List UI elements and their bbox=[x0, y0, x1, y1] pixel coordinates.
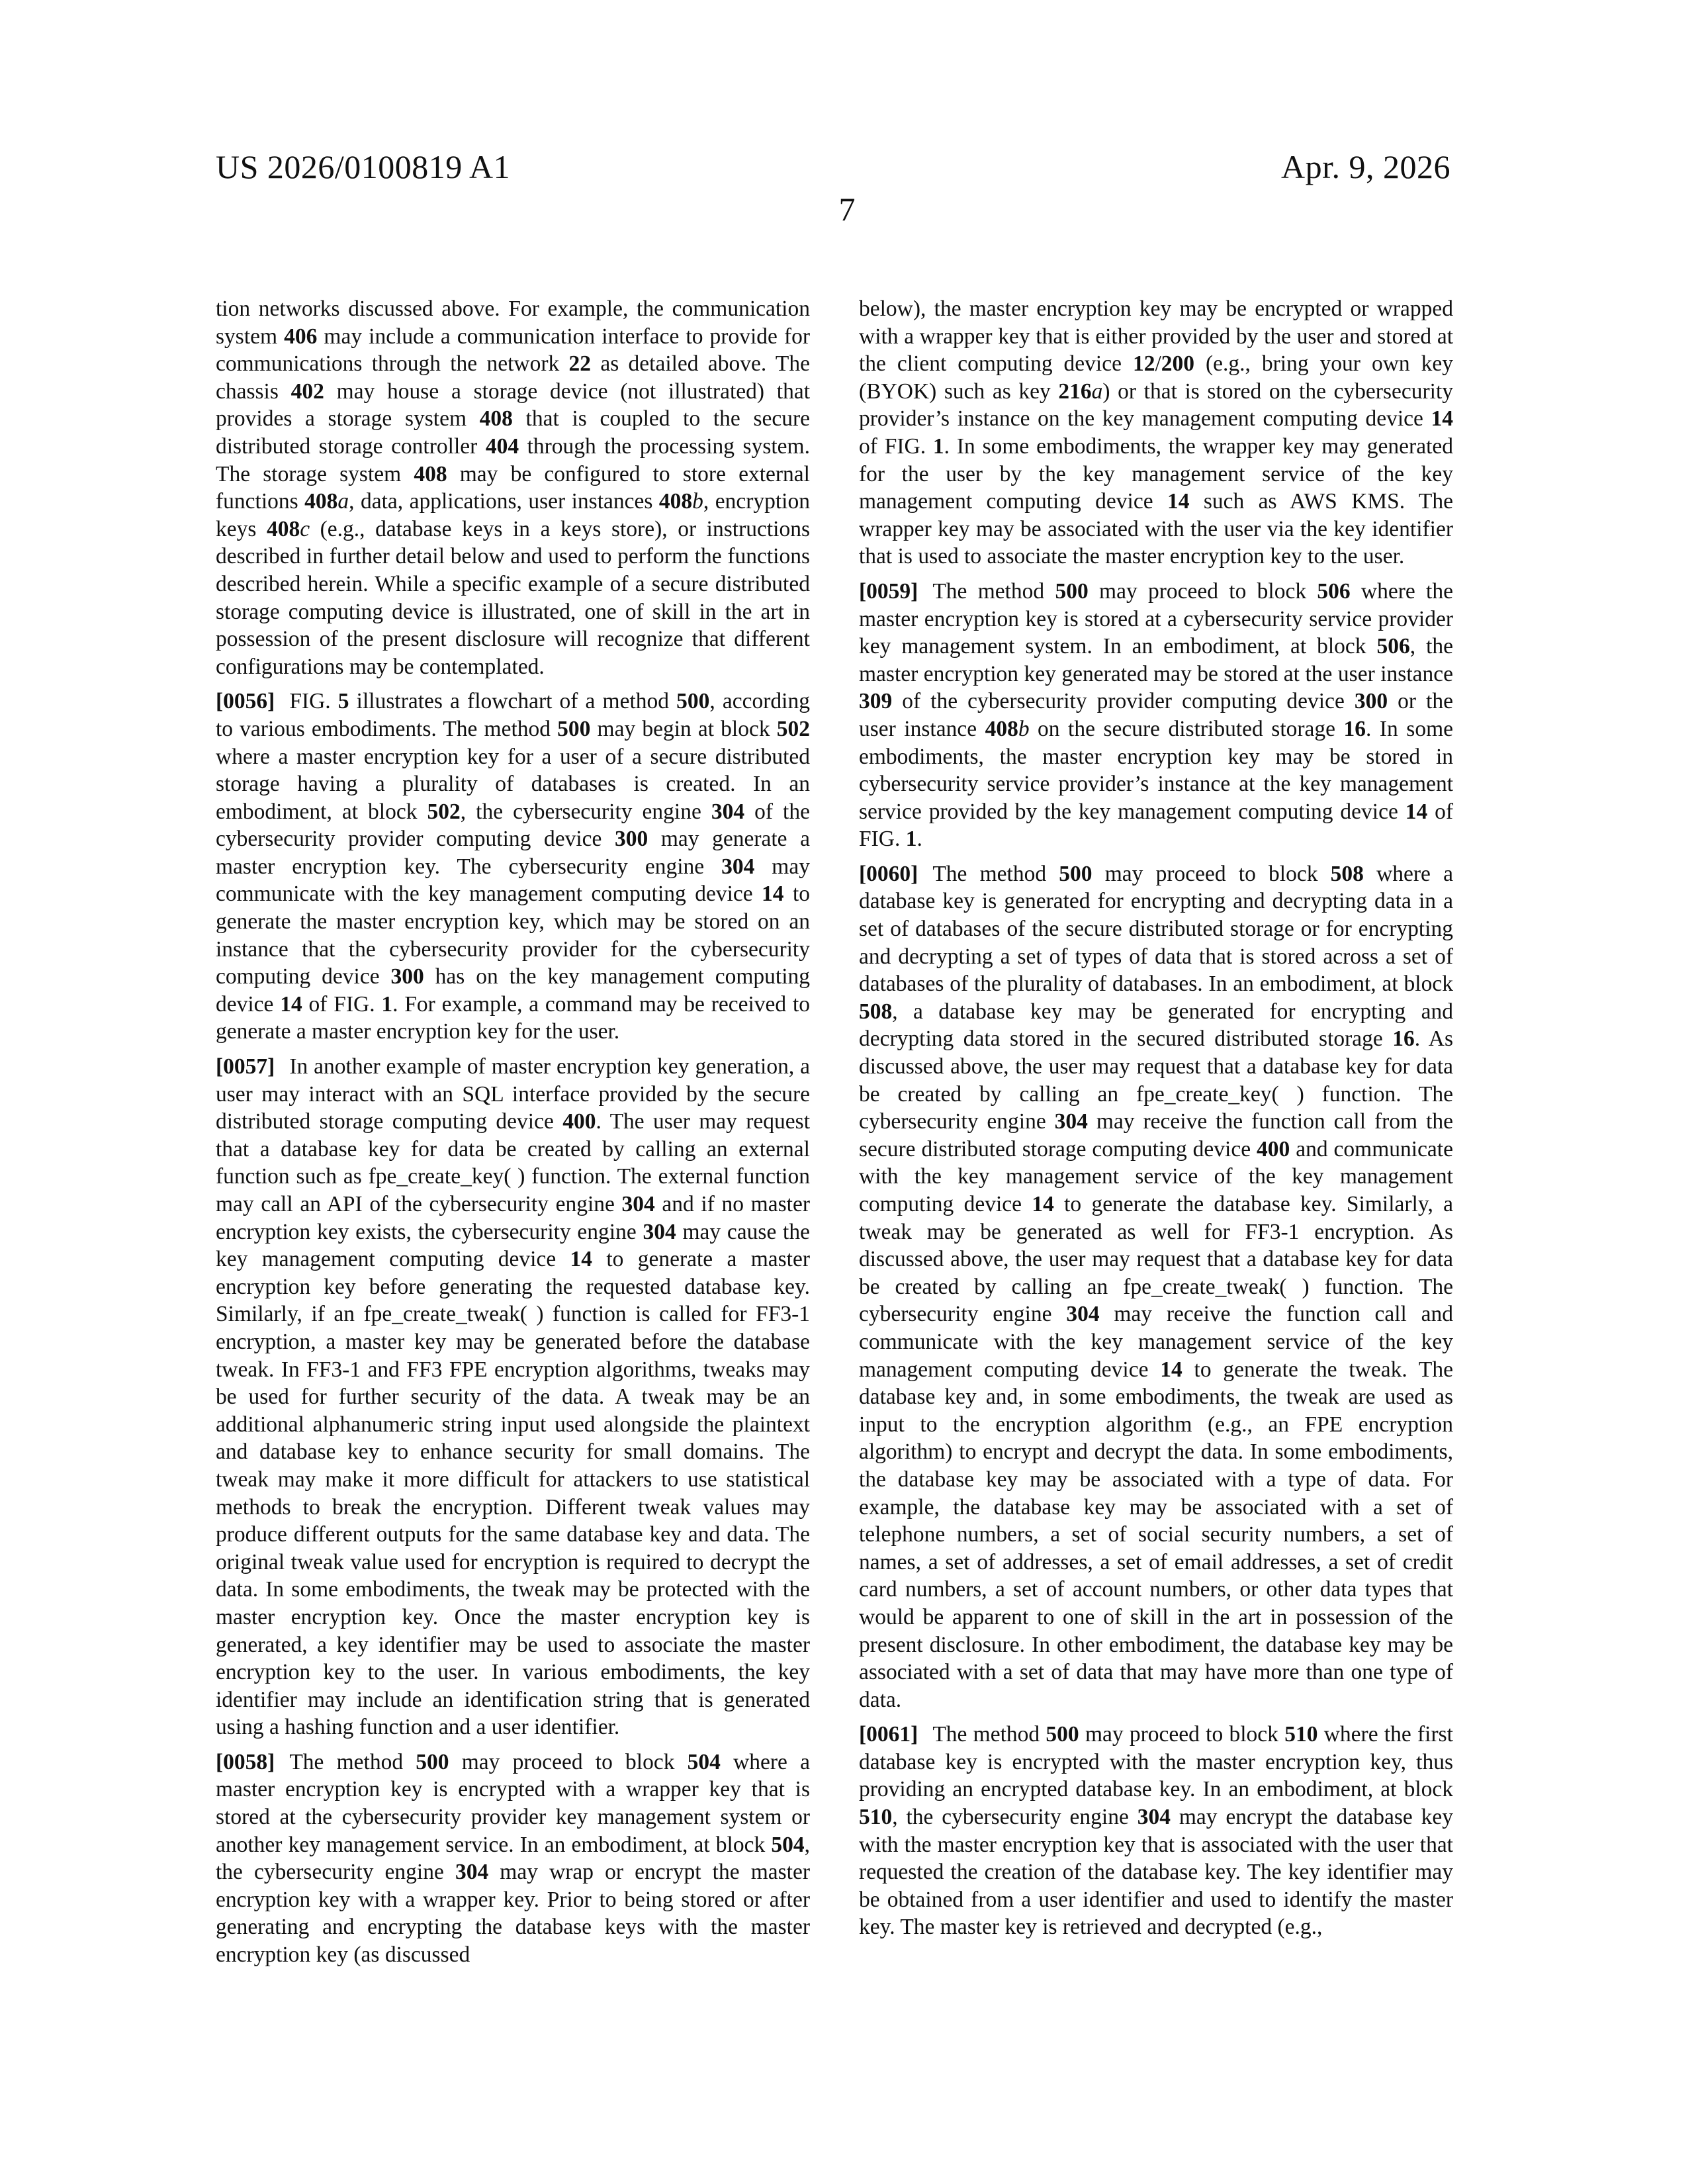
paragraph-text: to generate a master encryption key before generating the requested database key. Similarly, if an fpe_create_tweak( ) function is called for FF3-1 encryption, a master key may be generated before the database tweak. In FF3-1 and FF3 FPE encryption algorithms, tweaks may be used for further security of the data. A tweak may be an additional alphanumeric string input used alongside the plaintext and database key to enhance security for small domains. The tweak may make it more difficult for attackers to use statistical methods to break the encryption. Different tweak values may produce different outputs for the same database key and data. The original tweak value used for encryption is required to decrypt the data. In some embodiments, the tweak may be protected with the master encryption key. Once the master encryption key is generated, a key identifier may be used to associate the master encryption key to the user. In various embodiments, the key identifier may include an identification string that is generated using a hashing function and a user identifier. bbox=[216, 1247, 810, 1740]
paragraph-text: and communicate with the key management service of the key management computing device bbox=[859, 1136, 1453, 1216]
paragraph-text: of the cybersecurity provider computing device bbox=[216, 799, 810, 852]
reference-numeral: 508 bbox=[1330, 861, 1364, 886]
paragraph-text: , the cybersecurity engine bbox=[892, 1805, 1137, 1830]
paragraph-text: to generate the database key. Similarly, a tweak may be generated as well for FF3-1 encryption. As discussed above, the user may request that a database key for data be created by calling an fpe_create_tweak( ) function. The cybersecurity engine bbox=[859, 1192, 1453, 1327]
reference-numeral: 500 bbox=[1055, 578, 1089, 604]
paragraph-text: may include a communication interface to provide for communications through the network bbox=[216, 324, 810, 377]
right-column bbox=[859, 295, 1453, 1948]
paragraph-text: such as AWS KMS. The wrapper key may be associated with the user via the key identifier that is used to associate the master encryption key to the user. bbox=[859, 489, 1453, 569]
paragraph-text: of FIG. bbox=[859, 433, 933, 459]
reference-numeral: 408 bbox=[658, 489, 693, 514]
reference-numeral: 14 bbox=[762, 882, 784, 907]
paragraph-text: may receive the function call and communicate with the key management service of the key management computing device bbox=[859, 1302, 1453, 1382]
paragraph-text: , the master encryption key generated may be stored at the user instance bbox=[859, 634, 1453, 686]
paragraph-text: where a database key is generated for encrypting and decrypting data in a set of databases of the secure distributed storage or for encrypting and decrypting a set of types of data that is stored across a set of databases of the plurality of databases. In an embodiment, at block bbox=[859, 861, 1453, 997]
reference-numeral: 14 bbox=[280, 991, 302, 1017]
paragraph-text: may wrap or encrypt the master encryption key with a wrapper key. Prior to being stored or after generating and encrypting the database keys with the master encryption key (as discussed bbox=[216, 1860, 810, 1968]
reference-numeral: 510 bbox=[859, 1805, 893, 1830]
reference-numeral: 304 bbox=[455, 1860, 489, 1885]
reference-numeral: 216 bbox=[1058, 379, 1092, 404]
paragraph-text: / bbox=[1155, 351, 1161, 377]
left-column bbox=[216, 295, 810, 1976]
paragraph bbox=[216, 1053, 810, 1741]
reference-numeral: 14 bbox=[1405, 799, 1428, 824]
paragraph-text: and if no master encryption key exists, the cybersecurity engine bbox=[216, 1192, 810, 1244]
paragraph-text: , the cybersecurity engine bbox=[460, 799, 711, 824]
reference-numeral: 200 bbox=[1161, 351, 1195, 377]
paragraph-text: through the processing system. The storage system bbox=[216, 433, 810, 486]
paragraph-text: where the first database key is encrypted with the master encryption key, thus providing an encrypted database key. In an embodiment, at block bbox=[859, 1722, 1453, 1802]
reference-suffix: b bbox=[1018, 716, 1030, 741]
paragraph-text: . bbox=[916, 827, 922, 852]
reference-numeral: 402 bbox=[290, 379, 324, 404]
reference-numeral: 304 bbox=[711, 799, 745, 824]
paragraph-number: [0059] bbox=[859, 578, 918, 604]
paragraph-text: to generate the master encryption key, which may be stored on an instance that the cybersecurity provider for the cybersecurity computing device bbox=[216, 882, 810, 989]
paragraph-text: may begin at block bbox=[590, 716, 777, 741]
paragraph-text: . In some embodiments, the master encryption key may be stored in cybersecurity service provider’s instance at the key management service provided by the key management computing device bbox=[859, 716, 1453, 824]
reference-numeral: 14 bbox=[570, 1247, 593, 1272]
paragraph-text: has on the key management computing device bbox=[216, 964, 810, 1017]
reference-suffix: c bbox=[300, 516, 310, 541]
paragraph-text: , the cybersecurity engine bbox=[216, 1832, 810, 1885]
paragraph-text: ) or that is stored on the cybersecurity provider’s instance on the key management computing device bbox=[859, 379, 1453, 432]
reference-numeral: 14 bbox=[1431, 406, 1453, 432]
reference-numeral: 304 bbox=[1066, 1302, 1100, 1327]
paragraph-text: may proceed to block bbox=[1079, 1722, 1285, 1747]
paragraph-text: may encrypt the database key with the master encryption key that is associated with the user that requested the creation of the database key. The key identifier may be obtained from a user identifier and used to identify the master key. The master key is retrieved and decrypted (e.g., bbox=[859, 1805, 1453, 1940]
reference-numeral: 506 bbox=[1317, 578, 1351, 604]
paragraph-text: , according to various embodiments. The method bbox=[216, 689, 810, 741]
reference-numeral: 5 bbox=[337, 689, 349, 714]
publication-date: Apr. 9, 2026 bbox=[1281, 148, 1450, 185]
paragraph-text: may house a storage device (not illustrated) that provides a storage system bbox=[216, 379, 810, 432]
paragraph-text: may receive the function call from the secure distributed storage computing device bbox=[859, 1109, 1453, 1161]
reference-numeral: 16 bbox=[1392, 1026, 1415, 1052]
reference-numeral: 300 bbox=[390, 964, 424, 989]
paragraph-text: or the user instance bbox=[859, 689, 1453, 741]
paragraph-text: as detailed above. The chassis bbox=[216, 351, 810, 404]
reference-numeral: 500 bbox=[416, 1749, 449, 1774]
paragraph-text: may proceed to block bbox=[1092, 861, 1331, 886]
reference-numeral: 304 bbox=[1137, 1805, 1171, 1830]
paragraph-text: . In some embodiments, the wrapper key may generated for the user by the key management service of the key management computing device bbox=[859, 433, 1453, 514]
publication-number: US 2026/0100819 A1 bbox=[216, 148, 511, 185]
reference-numeral: 1 bbox=[932, 433, 944, 459]
paragraph-text: (e.g., bring your own key (BYOK) such as key bbox=[859, 351, 1453, 404]
reference-numeral: 300 bbox=[615, 827, 648, 852]
paragraph-text: may cause the key management computing device bbox=[216, 1219, 810, 1272]
paragraph bbox=[859, 860, 1453, 1713]
reference-numeral: 502 bbox=[776, 716, 810, 741]
paragraph bbox=[216, 295, 810, 680]
paragraph bbox=[216, 1749, 810, 1969]
reference-numeral: 14 bbox=[1160, 1357, 1182, 1382]
reference-numeral: 408 bbox=[985, 716, 1018, 741]
paragraph-text: may be configured to store external functions bbox=[216, 461, 810, 514]
reference-suffix: b bbox=[692, 489, 703, 514]
reference-numeral: 400 bbox=[1257, 1136, 1290, 1161]
page-number: 7 bbox=[838, 191, 856, 228]
paragraph bbox=[216, 688, 810, 1046]
paragraph-text: below), the master encryption key may be encrypted or wrapped with a wrapper key that is either provided by the user and stored at the client computing device bbox=[859, 296, 1453, 377]
paragraph bbox=[859, 1721, 1453, 1941]
reference-numeral: 500 bbox=[557, 716, 591, 741]
paragraph-number: [0056] bbox=[216, 689, 275, 714]
reference-numeral: 14 bbox=[1167, 489, 1190, 514]
paragraph-text: In another example of master encryption key generation, a user may interact with an SQL interface provided by the secure distributed storage computing device bbox=[216, 1054, 810, 1134]
paragraph-text: , data, applications, user instances bbox=[349, 489, 659, 514]
paragraph-text: illustrates a flowchart of a method bbox=[349, 689, 677, 714]
reference-numeral: 510 bbox=[1284, 1722, 1318, 1747]
reference-numeral: 500 bbox=[1046, 1722, 1079, 1747]
reference-numeral: 304 bbox=[621, 1192, 655, 1216]
reference-numeral: 1 bbox=[381, 991, 393, 1017]
reference-numeral: 300 bbox=[1354, 689, 1388, 714]
paragraph-text: may generate a master encryption key. The cybersecurity engine bbox=[216, 827, 811, 879]
reference-numeral: 406 bbox=[284, 324, 318, 349]
reference-numeral: 404 bbox=[485, 433, 519, 459]
reference-numeral: 14 bbox=[1032, 1192, 1054, 1216]
reference-numeral: 502 bbox=[427, 799, 461, 824]
paragraph-text: may proceed to block bbox=[449, 1749, 688, 1774]
paragraph-text: The method bbox=[932, 578, 1055, 604]
paragraph-text: may communicate with the key management computing device bbox=[216, 854, 810, 907]
paragraph-text: The method bbox=[932, 1722, 1046, 1747]
paragraph-text: . The user may request that a database key for data be created by calling an external function such as fpe_create_key( ) function. The external function may call an API of the cybersecurity engine bbox=[216, 1109, 810, 1216]
paragraph-text: , a database key may be generated for encrypting and decrypting data stored in the secured distributed storage bbox=[859, 999, 1453, 1052]
paragraph-number: [0061] bbox=[859, 1722, 918, 1747]
paragraph-text: where a master encryption key is encrypted with a wrapper key that is stored at the cybersecurity provider key management system or another key management service. In an embodiment, at block bbox=[216, 1749, 810, 1857]
reference-numeral: 1 bbox=[905, 827, 917, 852]
paragraph bbox=[859, 578, 1453, 853]
reference-numeral: 304 bbox=[643, 1219, 676, 1244]
reference-numeral: 16 bbox=[1343, 716, 1366, 741]
paragraph-text: on the secure distributed storage bbox=[1029, 716, 1344, 741]
reference-numeral: 408 bbox=[479, 406, 513, 432]
paragraph-text: of the cybersecurity provider computing device bbox=[892, 689, 1355, 714]
reference-numeral: 408 bbox=[266, 516, 300, 541]
reference-numeral: 408 bbox=[414, 461, 447, 486]
reference-numeral: 22 bbox=[568, 351, 592, 377]
reference-suffix: a bbox=[1091, 379, 1103, 404]
paragraph-text: FIG. bbox=[289, 689, 338, 714]
paragraph-text: that is coupled to the secure distributed storage controller bbox=[216, 406, 810, 459]
paragraph-text: The method bbox=[289, 1749, 416, 1774]
paragraph-text: to generate the tweak. The database key and, in some embodiments, the tweak are used as input to the encryption algorithm (e.g., an FPE encryption algorithm) to encrypt and decrypt the data. In some embodiments, the database key may be associated with a type of data. For example, the database key may be associated with a set of telephone numbers, a set of social security numbers, a set of names, a set of addresses, a set of email addresses, a set of credit card numbers, a set of account numbers, or other data types that would be apparent to one of skill in the art in possession of the present disclosure. In other embodiment, the database key may be associated with a set of data that may have more than one type of data. bbox=[859, 1357, 1453, 1712]
reference-numeral: 304 bbox=[1054, 1109, 1088, 1134]
paragraph-text: , encryption keys bbox=[216, 489, 810, 541]
reference-numeral: 12 bbox=[1132, 351, 1155, 377]
paragraph-text: tion networks discussed above. For example, the communication system bbox=[216, 296, 810, 349]
paragraph-text: where a master encryption key for a user of a secure distributed storage having a plurality of databases is created. In an embodiment, at block bbox=[216, 744, 810, 824]
reference-numeral: 508 bbox=[859, 999, 893, 1024]
paragraph-text: of FIG. bbox=[302, 991, 382, 1017]
reference-numeral: 500 bbox=[1059, 861, 1092, 886]
reference-numeral: 504 bbox=[687, 1749, 721, 1774]
paragraph-text: . As discussed above, the user may request that a database key for data be created by calling an fpe_create_key( ) function. The cybersecurity engine bbox=[859, 1026, 1453, 1134]
paragraph-text: of FIG. bbox=[859, 799, 1453, 852]
reference-numeral: 304 bbox=[721, 854, 755, 879]
paragraph-text: may proceed to block bbox=[1088, 578, 1317, 604]
paragraph-text: The method bbox=[932, 861, 1059, 886]
reference-numeral: 309 bbox=[859, 689, 893, 714]
reference-numeral: 408 bbox=[304, 489, 338, 514]
reference-numeral: 506 bbox=[1376, 634, 1410, 659]
paragraph-number: [0057] bbox=[216, 1054, 275, 1079]
reference-numeral: 400 bbox=[562, 1109, 596, 1134]
paragraph-text: (e.g., database keys in a keys store), or instructions described in further detail below and used to perform the functions described herein. While a specific example of a secure distributed storage computing device is illustrated, one of skill in the art in possession of the present disclosure will recognize that different configurations may be contemplated. bbox=[216, 516, 810, 679]
paragraph-text: where the master encryption key is stored at a cybersecurity service provider key management system. In an embodiment, at block bbox=[859, 578, 1453, 659]
paragraph bbox=[859, 295, 1453, 570]
reference-numeral: 500 bbox=[676, 689, 710, 714]
paragraph-text: . For example, a command may be received to generate a master encryption key for the user. bbox=[216, 991, 811, 1044]
paragraph-number: [0060] bbox=[859, 861, 918, 886]
reference-suffix: a bbox=[337, 489, 349, 514]
reference-numeral: 504 bbox=[771, 1832, 805, 1857]
paragraph-number: [0058] bbox=[216, 1749, 275, 1774]
